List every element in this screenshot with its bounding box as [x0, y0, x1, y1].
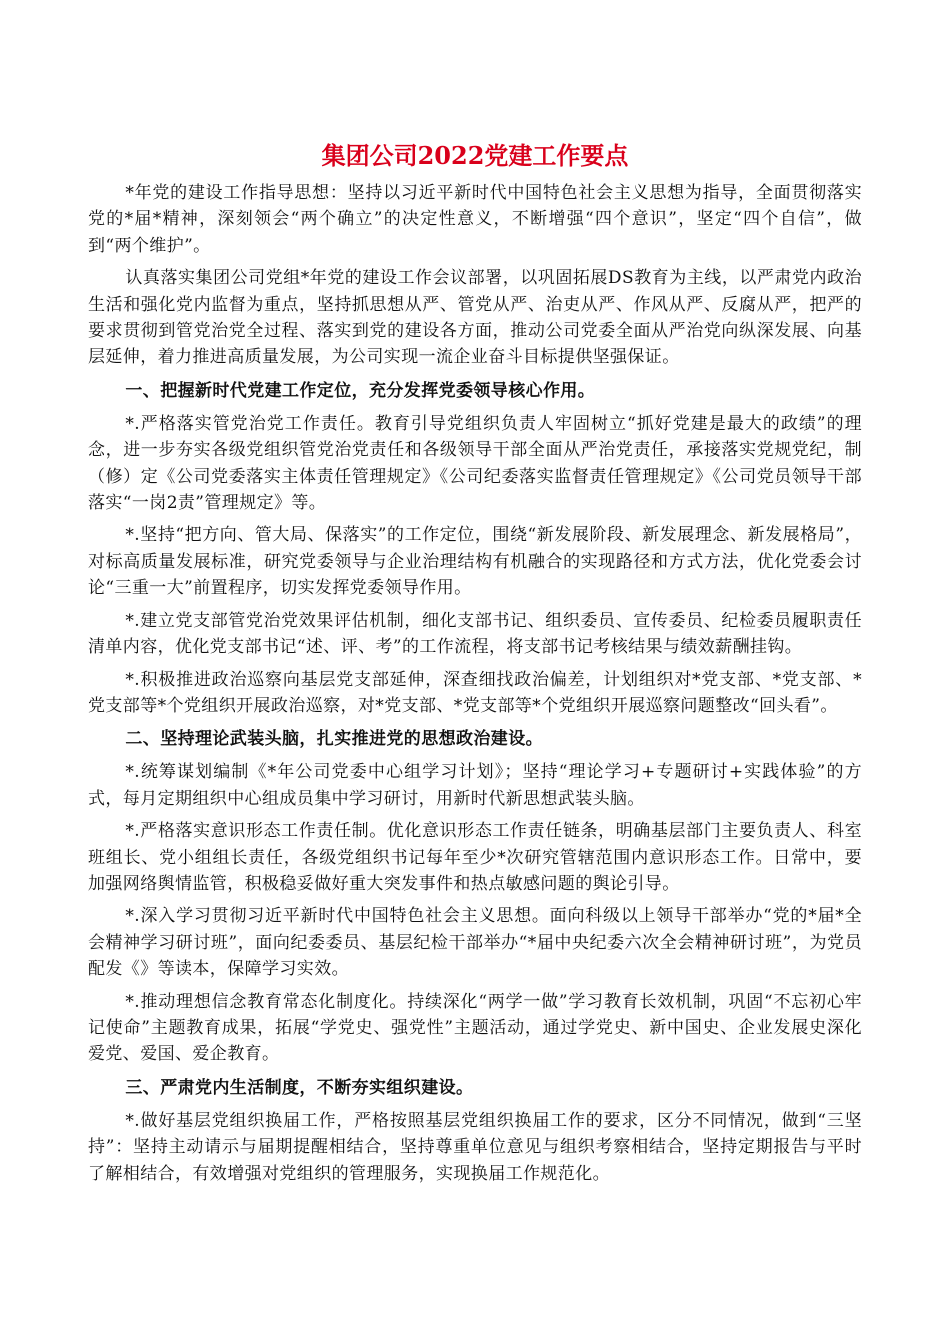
section-2-item: *.深入学习贯彻习近平新时代中国特色社会主义思想。面向科级以上领导干部举办“党的*届*全会精神学习研讨班”，面向纪委委员、基层纪检干部举办“*届中央纪委六次全会精神研讨班”，为党员配发《》等读本，保障学习实效。	[88, 906, 862, 980]
intro-paragraph-2: 认真落实集团公司党组*年党的建设工作会议部署，以巩固拓展DS教育为主线，以严肃党内政治生活和强化党内监督为重点，坚持抓思想从严、管党从严、治吏从严、作风从严、反腐从严，把严的要求贯彻到管党治党全过程、落实到党的建设各方面，推动公司党委全面从严治党向纵深发展、向基层延伸，着力推进高质量发展，为公司实现一流企业奋斗目标提供坚强保证。	[88, 268, 862, 368]
document-page	[88, 138, 862, 1193]
section-2-item: *.推动理想信念教育常态化制度化。持续深化“两学一做”学习教育长效机制，巩固“不忘初心牢记使命”主题教育成果，拓展“学党史、强党性”主题活动，通过学党史、新中国史、企业发展史深化爱党、爱国、爱企教育。	[88, 991, 862, 1065]
section-2-item: *.统筹谋划编制《*年公司党委中心组学习计划》；坚持“理论学习+专题研讨+实践体验”的方式，每月定期组织中心组成员集中学习研讨，用新时代新思想武装头脑。	[88, 762, 862, 809]
section-3-item: *.做好基层党组织换届工作，严格按照基层党组织换届工作的要求，区分不同情况，做到“三坚持”：坚持主动请示与届期提醒相结合，坚持尊重单位意见与组织考察相结合，坚持定期报告与平时了解相结合，有效增强对党组织的管理服务，实现换届工作规范化。	[88, 1110, 862, 1184]
section-1-item: *.建立党支部管党治党效果评估机制，细化支部书记、组织委员、宣传委员、纪检委员履职责任清单内容，优化党支部书记“述、评、考”的工作流程，将支部书记考核结果与绩效薪酬挂钩。	[88, 610, 862, 658]
section-2-item: *.严格落实意识形态工作责任制。优化意识形态工作责任链条，明确基层部门主要负责人、科室班组长、党小组组长责任，各级党组织书记每年至少*次研究管辖范围内意识形态工作。日常中，要加强网络舆情监管，积极稳妥做好重大突发事件和热点敏感问题的舆论引导。	[88, 821, 862, 894]
document-title: 集团公司2022党建工作要点	[321, 141, 629, 170]
section-3-heading: 三、严肃党内生活制度，不断夯实组织建设。	[125, 1077, 474, 1098]
section-1-heading: 一、把握新时代党建工作定位，充分发挥党委领导核心作用。	[125, 380, 596, 401]
intro-paragraph-1: *年党的建设工作指导思想：坚持以习近平新时代中国特色社会主义思想为指导，全面贯彻落实党的*届*精神，深刻领会“两个确立”的决定性意义，不断增强“四个意识”，坚定“四个自信”，做到“两个维护”。	[88, 183, 862, 256]
section-2-heading: 二、坚持理论武装头脑，扎实推进党的思想政治建设。	[125, 729, 543, 750]
section-1-item: *.坚持“把方向、管大局、保落实”的工作定位，围绕“新发展阶段、新发展理念、新发展格局”，对标高质量发展标准，研究党委领导与企业治理结构有机融合的实现路径和方式方法，优化党委会讨论“三重一大”前置程序，切实发挥党委领导作用。	[88, 525, 862, 599]
section-1-item: *.积极推进政治巡察向基层党支部延伸，深查细找政治偏差，计划组织对*党支部、*党支部、*党支部等*个党组织开展政治巡察，对*党支部、*党支部等*个党组织开展巡察问题整改“回头看”。	[88, 669, 862, 716]
section-1-item: *.严格落实管党治党工作责任。教育引导党组织负责人牢固树立“抓好党建是最大的政绩”的理念，进一步夯实各级党组织管党治党责任和各级领导干部全面从严治党责任，承接落实党规党纪，制（修）定《公司党委落实主体责任管理规定》《公司纪委落实监督责任管理规定》《公司党员领导干部落实“一岗2责”管理规定》等。	[88, 413, 862, 514]
